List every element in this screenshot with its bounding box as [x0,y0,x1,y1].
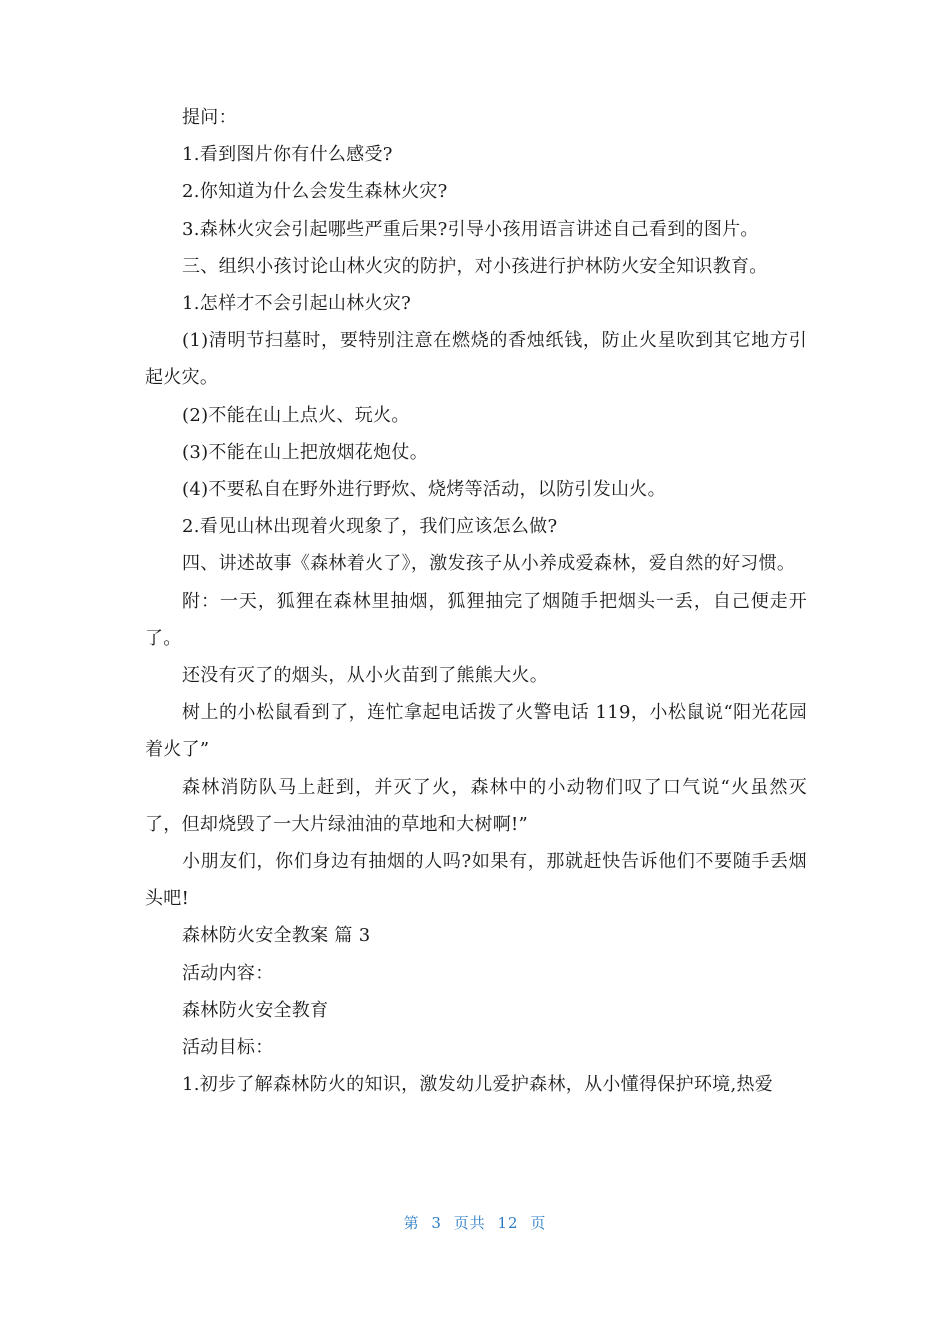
page-footer [0,1212,950,1233]
paragraph-7: (1)清明节扫墓时，要特别注意在燃烧的香烛纸钱，防止火星吹到其它地方引起火灾。 [145,330,807,389]
paragraph-11: 2.看见山林出现着火现象了，我们应该怎么做? [182,516,558,538]
paragraph-1: 提问： [182,107,237,128]
paragraph-3: 2.你知道为什么会发生森林火灾? [182,181,448,203]
paragraph-13: 附：一天，狐狸在森林里抽烟，狐狸抽完了烟随手把烟头一丢，自己便走开了。 [145,590,807,649]
paragraph-5: 三、组织小孩讨论山林火灾的防护，对小孩进行护林防火安全知识教育。 [182,255,768,277]
paragraph-22: 1.初步了解森林防火的知识，激发幼儿爱护森林，从小懂得保护环境,热爱 [182,1074,774,1096]
section-heading: 森林防火安全教案 篇 3 [182,925,371,947]
paragraph-4: 3.森林火灾会引起哪些严重后果?引导小孩用语言讲述自己看到的图片。 [182,218,759,240]
paragraph-9: (3)不能在山上把放烟花炮仗。 [182,441,428,463]
paragraph-20: 森林防火安全教育 [182,999,329,1021]
paragraph-17: 小朋友们，你们身边有抽烟的人吗?如果有，那就赶快告诉他们不要随手丢烟头吧! [145,851,807,910]
paragraph-12: 四、讲述故事《森林着火了》，激发孩子从小养成爱森林，爱自然的好习惯。 [182,553,796,575]
document-body [145,99,807,1103]
paragraph-10: (4)不要私自在野外进行野炊、烧烤等活动，以防引发山火。 [182,479,666,501]
paragraph-2: 1.看到图片你有什么感受? [182,144,393,166]
paragraph-6: 1.怎样才不会引起山林火灾? [182,293,412,315]
paragraph-19: 活动内容： [182,962,274,984]
paragraph-21: 活动目标： [182,1037,274,1059]
paragraph-16: 森林消防队马上赶到，并灭了火，森林中的小动物们叹了口气说“火虽然灭了，但却烧毁了一大片绿油油的草地和大树啊!” [145,776,807,835]
paragraph-14: 还没有灭了的烟头，从小火苗到了熊熊大火。 [182,665,548,687]
page-number-label: 第 3 页共 12 页 [403,1214,547,1232]
paragraph-15: 树上的小松鼠看到了，连忙拿起电话拨了火警电话 119，小松鼠说“阳光花园着火了” [145,702,807,761]
paragraph-8: (2)不能在山上点火、玩火。 [182,404,410,426]
